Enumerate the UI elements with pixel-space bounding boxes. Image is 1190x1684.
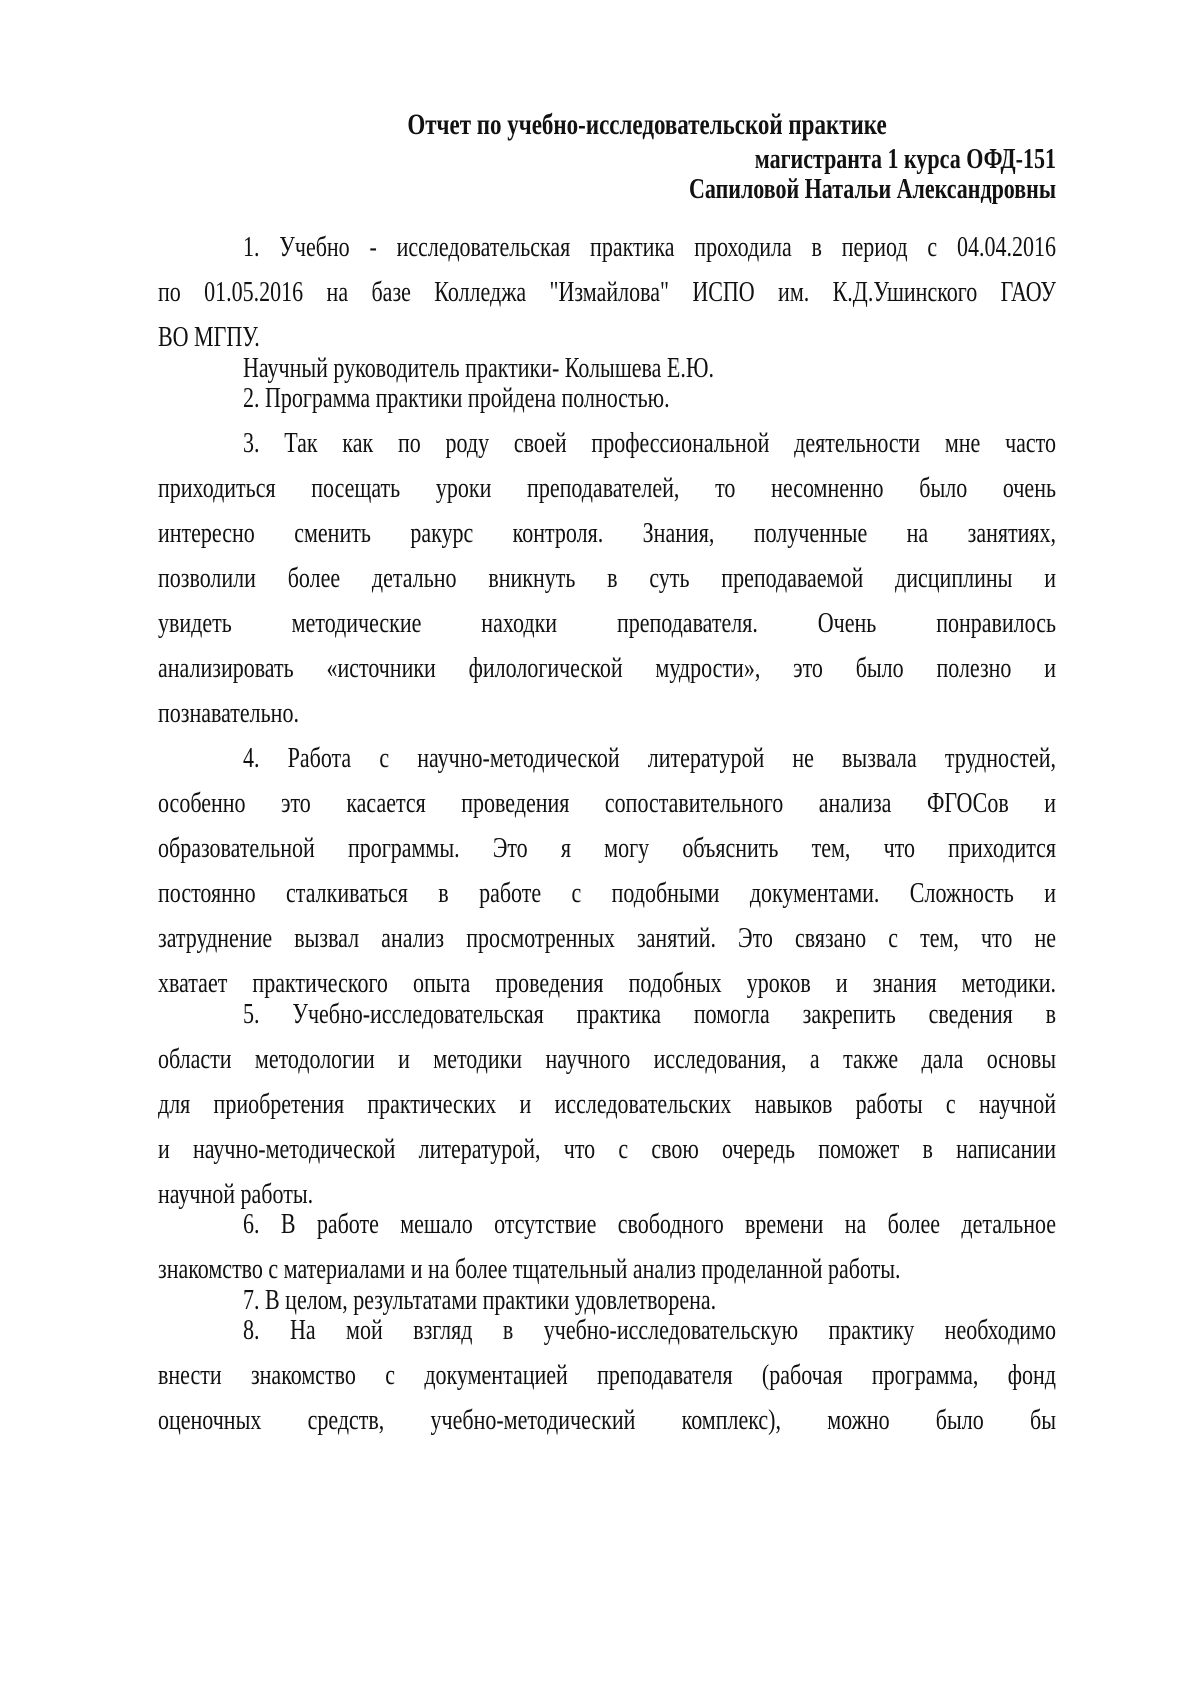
text-line: позволили более детально вникнуть в суть преподаваемой дисциплины и <box>158 561 1056 594</box>
document-title: Отчет по учебно-исследовательской практике <box>407 108 887 141</box>
text-line: ВО МГПУ. <box>158 320 260 353</box>
text-line: анализировать «источники филологической мудрости», это было полезно и <box>158 651 1056 684</box>
text-line: научной работы. <box>158 1177 314 1210</box>
text-line: 1. Учебно - исследовательская практика проходила в период с 04.04.2016 <box>243 230 1056 263</box>
text-line: постоянно сталкиваться в работе с подобными документами. Сложность и <box>158 876 1056 909</box>
text-line: затруднение вызвал анализ просмотренных занятий. Это связано с тем, что не <box>158 921 1056 954</box>
text-line: для приобретения практических и исследовательских навыков работы с научной <box>158 1087 1056 1120</box>
text-line: 8. На мой взгляд в учебно-исследовательскую практику необходимо <box>243 1313 1056 1346</box>
text-line: оценочных средств, учебно-методический комплекс), можно было бы <box>158 1403 1056 1436</box>
text-line: 6. В работе мешало отсутствие свободного времени на более детальное <box>243 1207 1056 1240</box>
text-line: 3. Так как по роду своей профессиональной деятельности мне часто <box>243 426 1056 459</box>
text-line: увидеть методические находки преподавателя. Очень понравилось <box>158 606 1056 639</box>
text-line: 7. В целом, результатами практики удовлетворена. <box>243 1283 717 1316</box>
text-line: знакомство с материалами и на более тщательный анализ проделанной работы. <box>158 1252 901 1285</box>
text-line: и научно-методической литературой, что с свою очередь поможет в написании <box>158 1132 1056 1165</box>
text-line: Научный руководитель практики- Колышева Е.Ю. <box>243 351 714 384</box>
text-line: особенно это касается проведения сопоставительного анализа ФГОСов и <box>158 786 1056 819</box>
text-line: 5. Учебно-исследовательская практика помогла закрепить сведения в <box>243 997 1056 1030</box>
text-line: хватает практического опыта проведения подобных уроков и знания методики. <box>158 966 1056 999</box>
text-line: образовательной программы. Это я могу объяснить тем, что приходится <box>158 831 1056 864</box>
text-line: внести знакомство с документацией преподавателя (рабочая программа, фонд <box>158 1358 1056 1391</box>
text-line: 4. Работа с научно-методической литературой не вызвала трудностей, <box>243 741 1056 774</box>
text-line: 2. Программа практики пройдена полностью. <box>243 381 670 414</box>
text-line: интересно сменить ракурс контроля. Знания, полученные на занятиях, <box>158 516 1056 549</box>
text-line: по 01.05.2016 на базе Колледжа "Измайлова" ИСПО им. К.Д.Ушинского ГАОУ <box>158 275 1056 308</box>
document-subtitle-course: магистранта 1 курса ОФД-151 <box>754 142 1056 175</box>
text-line: познавательно. <box>158 696 299 729</box>
text-line: области методологии и методики научного исследования, а также дала основы <box>158 1042 1056 1075</box>
document-subtitle-author: Сапиловой Натальи Александровны <box>689 172 1056 205</box>
text-line: приходиться посещать уроки преподавателей, то несомненно было очень <box>158 471 1056 504</box>
